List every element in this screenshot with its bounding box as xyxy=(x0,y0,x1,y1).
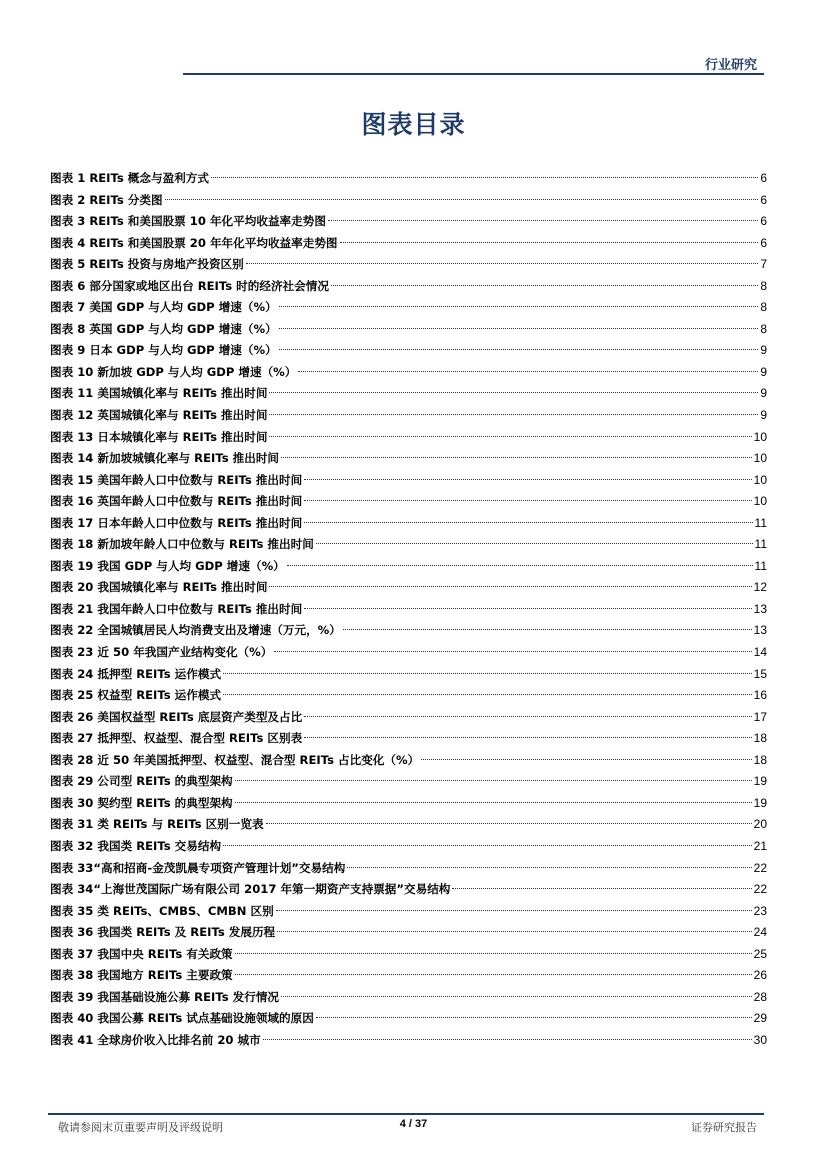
toc-entry-label: 图表 14 新加坡城镇化率与 REITs 推出时间 xyxy=(50,451,280,466)
toc-leader-dots xyxy=(328,220,758,221)
footer-disclaimer: 敬请参阅末页重要声明及评级说明 xyxy=(58,1121,223,1134)
page-title: 图表目录 xyxy=(361,110,466,139)
toc-entry[interactable] xyxy=(50,858,767,880)
toc-entry[interactable] xyxy=(50,836,767,858)
toc-leader-dots xyxy=(269,414,758,415)
toc-entry-page: 18 xyxy=(753,752,767,767)
toc-entry-label: 图表 16 英国年龄人口中位数与 REITs 推出时间 xyxy=(50,494,303,509)
toc-entry[interactable] xyxy=(50,254,767,276)
toc-leader-dots xyxy=(269,436,751,437)
toc-leader-dots xyxy=(223,694,752,695)
toc-leader-dots xyxy=(316,1017,752,1018)
toc-entry-page: 14 xyxy=(753,645,767,660)
toc-entry-label: 图表 38 我国地方 REITs 主要政策 xyxy=(50,968,233,983)
toc-entry-label: 图表 8 英国 GDP 与人均 GDP 增速（%） xyxy=(50,321,277,336)
toc-leader-dots xyxy=(276,910,752,911)
toc-leader-dots xyxy=(165,199,759,200)
toc-entry[interactable] xyxy=(50,513,767,535)
toc-leader-dots xyxy=(279,306,759,307)
toc-entry-page: 19 xyxy=(753,795,767,810)
toc-entry-page: 9 xyxy=(760,343,767,358)
toc-entry[interactable] xyxy=(50,944,767,966)
toc-entry-label: 图表 35 类 REITs、CMBS、CMBN 区别 xyxy=(50,903,274,918)
toc-entry-label: 图表 7 美国 GDP 与人均 GDP 增速（%） xyxy=(50,300,277,315)
toc-entry-label: 图表 28 近 50 年美国抵押型、权益型、混合型 REITs 占比变化（%） xyxy=(50,752,420,767)
toc-entry[interactable] xyxy=(50,620,767,642)
toc-entry-label: 图表 23 近 50 年我国产业结构变化（%） xyxy=(50,645,273,660)
toc-entry-page: 29 xyxy=(753,1011,767,1026)
toc-entry-label: 图表 17 日本年龄人口中位数与 REITs 推出时间 xyxy=(50,515,303,530)
toc-leader-dots xyxy=(340,242,759,243)
toc-leader-dots xyxy=(211,177,758,178)
toc-entry-page: 6 xyxy=(760,214,767,229)
toc-entry-page: 28 xyxy=(753,989,767,1004)
toc-entry[interactable] xyxy=(50,470,767,492)
toc-leader-dots xyxy=(279,328,759,329)
toc-leader-dots xyxy=(263,1039,752,1040)
toc-entry-page: 11 xyxy=(754,515,767,530)
toc-entry-label: 图表 40 我国公募 REITs 试点基础设施领域的原因 xyxy=(50,1011,314,1026)
toc-leader-dots xyxy=(331,285,758,286)
toc-entry-page: 15 xyxy=(753,666,767,681)
toc-entry-page: 8 xyxy=(760,321,767,336)
toc-entry-page: 22 xyxy=(753,860,767,875)
toc-entry-page: 8 xyxy=(760,278,767,293)
toc-entry[interactable] xyxy=(50,685,767,707)
toc-leader-dots xyxy=(452,888,751,889)
toc-entry[interactable] xyxy=(50,233,767,255)
toc-leader-dots xyxy=(269,586,751,587)
toc-entry[interactable] xyxy=(50,922,767,944)
toc-entry[interactable] xyxy=(50,168,767,190)
toc-leader-dots xyxy=(235,802,752,803)
toc-leader-dots xyxy=(266,823,752,824)
toc-entry-page: 30 xyxy=(753,1032,767,1047)
toc-entry[interactable] xyxy=(50,211,767,233)
toc-entry[interactable] xyxy=(50,405,767,427)
toc-entry[interactable] xyxy=(50,728,767,750)
toc-leader-dots xyxy=(287,565,753,566)
toc-entry[interactable] xyxy=(50,814,767,836)
toc-leader-dots xyxy=(269,392,758,393)
toc-entry[interactable] xyxy=(50,383,767,405)
toc-entry[interactable] xyxy=(50,707,767,729)
toc-leader-dots xyxy=(274,651,751,652)
toc-entry[interactable] xyxy=(50,599,767,621)
toc-entry-page: 10 xyxy=(753,451,767,466)
toc-leader-dots xyxy=(304,500,751,501)
toc-entry-label: 图表 29 公司型 REITs 的典型架构 xyxy=(50,774,233,789)
toc-entry-label: 图表 6 部分国家或地区出台 REITs 时的经济社会情况 xyxy=(50,278,329,293)
toc-entry-page: 23 xyxy=(753,903,767,918)
page-number: 4 / 37 xyxy=(399,1118,428,1130)
toc-entry-label: 图表 30 契约型 REITs 的典型架构 xyxy=(50,795,233,810)
toc-entry-page: 13 xyxy=(753,623,767,638)
toc-entry[interactable] xyxy=(50,1008,767,1030)
toc-entry-label: 图表 1 REITs 概念与盈利方式 xyxy=(50,171,209,185)
toc-entry-label: 图表 22 全国城镇居民人均消费支出及增速（万元，%） xyxy=(50,623,341,638)
toc-entry[interactable] xyxy=(50,901,767,923)
footer-report-type: 证券研究报告 xyxy=(691,1121,757,1134)
toc-entry-page: 10 xyxy=(753,472,767,487)
toc-entry-label: 图表 39 我国基础设施公募 REITs 发行情况 xyxy=(50,989,280,1004)
toc-entry-page: 20 xyxy=(753,817,767,832)
toc-entry-label: 图表 12 英国城镇化率与 REITs 推出时间 xyxy=(50,408,268,423)
toc-entry-page: 21 xyxy=(753,838,767,853)
toc-entry-page: 9 xyxy=(760,408,767,423)
toc-entry[interactable] xyxy=(50,965,767,987)
toc-entry-label: 图表 15 美国年龄人口中位数与 REITs 推出时间 xyxy=(50,472,303,487)
toc-entry-page: 10 xyxy=(753,494,767,509)
toc-entry-label: 图表 37 我国中央 REITs 有关政策 xyxy=(50,946,233,961)
toc-leader-dots xyxy=(304,716,751,717)
toc-entry-page: 9 xyxy=(760,364,767,379)
toc-entry[interactable] xyxy=(50,577,767,599)
toc-entry[interactable] xyxy=(50,427,767,449)
toc-leader-dots xyxy=(298,371,758,372)
toc-entry[interactable] xyxy=(50,448,767,470)
toc-entry[interactable] xyxy=(50,1030,767,1052)
toc-entry-page: 16 xyxy=(753,688,767,703)
toc-entry-label: 图表 18 新加坡年龄人口中位数与 REITs 推出时间 xyxy=(50,537,314,552)
toc-entry-page: 12 xyxy=(753,580,767,595)
toc-entry-page: 9 xyxy=(760,386,767,401)
toc-entry-page: 10 xyxy=(753,429,767,444)
toc-entry-label: 图表 32 我国类 REITs 交易结构 xyxy=(50,838,222,853)
toc-entry-page: 19 xyxy=(753,774,767,789)
toc-entry-label: 图表 13 日本城镇化率与 REITs 推出时间 xyxy=(50,429,268,444)
toc-leader-dots xyxy=(235,974,752,975)
toc-entry-label: 图表 10 新加坡 GDP 与人均 GDP 增速（%） xyxy=(50,364,297,379)
toc-leader-dots xyxy=(281,457,752,458)
toc-entry[interactable] xyxy=(50,362,767,384)
toc-leader-dots xyxy=(343,629,752,630)
toc-entry[interactable] xyxy=(50,664,767,686)
toc-entry-label: 图表 36 我国类 REITs 及 REITs 发展历程 xyxy=(50,925,276,940)
toc-leader-dots xyxy=(223,845,752,846)
toc-leader-dots xyxy=(246,263,759,264)
toc-entry-label: 图表 2 REITs 分类图 xyxy=(50,192,163,207)
toc-entry-page: 18 xyxy=(753,731,767,746)
toc-entry[interactable] xyxy=(50,297,767,319)
toc-entry-label: 图表 5 REITs 投资与房地产投资区别 xyxy=(50,257,244,272)
toc-leader-dots xyxy=(235,780,752,781)
toc-leader-dots xyxy=(304,479,751,480)
toc-leader-dots xyxy=(316,543,753,544)
footer-divider xyxy=(48,1113,764,1115)
toc-entry-page: 8 xyxy=(760,300,767,315)
toc-entry-label: 图表 9 日本 GDP 与人均 GDP 增速（%） xyxy=(50,343,277,358)
toc-entry-label: 图表 21 我国年龄人口中位数与 REITs 推出时间 xyxy=(50,601,303,616)
toc-entry-label: 图表 24 抵押型 REITs 运作模式 xyxy=(50,666,222,681)
section-label: 行业研究 xyxy=(704,58,757,73)
toc-entry[interactable] xyxy=(50,771,767,793)
toc-entry-label: 图表 27 抵押型、权益型、混合型 REITs 区别表 xyxy=(50,731,303,746)
toc-entry-page: 25 xyxy=(753,946,767,961)
toc-entry[interactable] xyxy=(50,534,767,556)
toc-entry-label: 图表 4 REITs 和美国股票 20 年年化平均收益率走势图 xyxy=(50,235,338,250)
toc-entry-page: 11 xyxy=(754,537,767,552)
toc-entry-label: 图表 19 我国 GDP 与人均 GDP 增速（%） xyxy=(50,558,285,573)
toc-leader-dots xyxy=(347,867,751,868)
toc-entry[interactable] xyxy=(50,750,767,772)
toc-leader-dots xyxy=(235,953,752,954)
toc-entry-page: 6 xyxy=(760,192,767,207)
toc-entry-label: 图表 34“上海世茂国际广场有限公司 2017 年第一期资产支持票据”交易结构 xyxy=(50,882,451,897)
toc-leader-dots xyxy=(281,996,752,997)
toc-entry[interactable] xyxy=(50,190,767,212)
toc-entry-page: 17 xyxy=(753,709,767,724)
toc-entry[interactable] xyxy=(50,987,767,1009)
table-of-figures xyxy=(50,168,767,1051)
toc-entry-label: 图表 31 类 REITs 与 REITs 区别一览表 xyxy=(50,817,264,832)
toc-entry-page: 13 xyxy=(753,601,767,616)
toc-entry-label: 图表 20 我国城镇化率与 REITs 推出时间 xyxy=(50,580,268,595)
toc-leader-dots xyxy=(421,759,751,760)
toc-leader-dots xyxy=(223,673,752,674)
toc-leader-dots xyxy=(304,737,751,738)
toc-entry[interactable] xyxy=(50,879,767,901)
toc-entry-page: 7 xyxy=(760,257,767,272)
toc-entry[interactable] xyxy=(50,319,767,341)
toc-leader-dots xyxy=(304,522,752,523)
toc-entry-page: 26 xyxy=(753,968,767,983)
toc-entry[interactable] xyxy=(50,556,767,578)
toc-entry-page: 6 xyxy=(760,235,767,250)
toc-entry[interactable] xyxy=(50,491,767,513)
toc-leader-dots xyxy=(279,349,759,350)
toc-entry[interactable] xyxy=(50,642,767,664)
toc-entry[interactable] xyxy=(50,793,767,815)
toc-entry-label: 图表 41 全球房价收入比排名前 20 城市 xyxy=(50,1032,261,1047)
toc-entry[interactable] xyxy=(50,340,767,362)
toc-entry-label: 图表 26 美国权益型 REITs 底层资产类型及占比 xyxy=(50,709,303,724)
toc-entry-page: 6 xyxy=(760,171,767,185)
toc-entry-label: 图表 33“高和招商-金茂凯晨专项资产管理计划”交易结构 xyxy=(50,860,346,875)
toc-entry-page: 11 xyxy=(754,558,767,573)
toc-leader-dots xyxy=(304,608,751,609)
toc-entry[interactable] xyxy=(50,276,767,298)
toc-entry-label: 图表 25 权益型 REITs 运作模式 xyxy=(50,688,222,703)
toc-entry-label: 图表 11 美国城镇化率与 REITs 推出时间 xyxy=(50,386,268,401)
toc-entry-page: 24 xyxy=(753,925,767,940)
toc-entry-page: 22 xyxy=(753,882,767,897)
toc-leader-dots xyxy=(277,931,751,932)
header-divider xyxy=(183,73,764,75)
toc-entry-label: 图表 3 REITs 和美国股票 10 年化平均收益率走势图 xyxy=(50,214,326,229)
